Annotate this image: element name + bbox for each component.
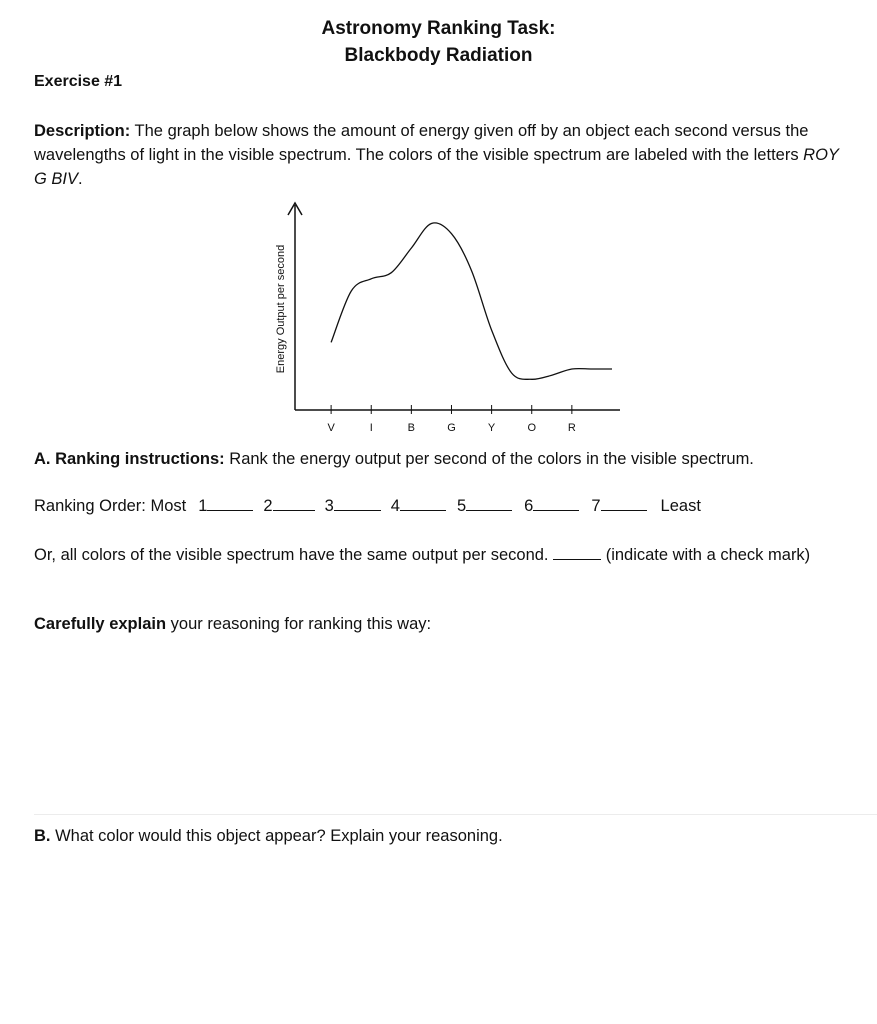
description-label: Description:	[34, 122, 131, 140]
explain-bold: Carefully explain	[34, 615, 167, 633]
section-divider	[34, 814, 877, 815]
rank-number-3: 3	[324, 497, 334, 515]
x-tick-label: B	[407, 422, 416, 434]
rank-blank-5[interactable]	[466, 496, 512, 511]
description-text: The graph below shows the amount of energy given off by an object each second versus the wavelengths of light in the visible spectrum. The colors of the visible spectrum are labeled with the letters	[34, 122, 809, 164]
same-output-check-blank[interactable]	[553, 545, 601, 560]
x-tick-label: O	[527, 422, 537, 434]
energy-graph	[270, 195, 630, 440]
ranking-instructions-text: Rank the energy output per second of the colors in the visible spectrum.	[224, 450, 754, 468]
same-output-statement	[34, 543, 854, 567]
rank-blank-6[interactable]	[533, 496, 579, 511]
ranking-order-label: Ranking Order: Most	[34, 497, 187, 515]
description-end: .	[78, 170, 83, 188]
ranking-instructions	[34, 450, 754, 469]
ranking-order	[34, 496, 701, 516]
same-output-text: Or, all colors of the visible spectrum have the same output per second.	[34, 546, 554, 564]
description-italic: ROY G BIV	[34, 146, 839, 188]
part-b-text: What color would this object appear? Explain your reasoning.	[50, 827, 503, 845]
y-axis-label: Energy Output per second	[275, 244, 287, 374]
rank-number-2: 2	[263, 497, 273, 515]
page-subtitle: Blackbody Radiation	[344, 45, 533, 66]
same-output-note: (indicate with a check mark)	[601, 546, 811, 564]
page-title: Astronomy Ranking Task:	[321, 18, 556, 39]
explain-text: your reasoning for ranking this way:	[166, 615, 432, 633]
rank-number-4: 4	[390, 497, 400, 515]
x-tick-label: Y	[487, 422, 496, 434]
part-b-question	[34, 827, 503, 846]
x-tick-label: V	[327, 422, 335, 434]
rank-blank-2[interactable]	[273, 496, 315, 511]
rank-number-6: 6	[524, 497, 534, 515]
ranking-instructions-label: A. Ranking instructions:	[34, 450, 225, 468]
x-tick-label: R	[567, 422, 576, 434]
rank-number-5: 5	[456, 497, 467, 515]
rank-blank-3[interactable]	[334, 496, 381, 511]
part-b-label: B.	[34, 827, 51, 845]
description-paragraph	[34, 119, 849, 191]
explain-prompt	[34, 615, 431, 634]
ranking-least-label: Least	[660, 497, 701, 515]
rank-number-7: 7	[591, 497, 601, 515]
x-tick-label: I	[369, 422, 373, 434]
rank-blank-1[interactable]	[207, 496, 253, 511]
rank-blank-4[interactable]	[400, 496, 446, 511]
rank-number-1: 1	[198, 497, 208, 515]
x-tick-label: G	[447, 422, 456, 434]
rank-blank-7[interactable]	[601, 496, 647, 511]
exercise-heading: Exercise #1	[34, 73, 123, 90]
energy-curve	[331, 223, 612, 379]
